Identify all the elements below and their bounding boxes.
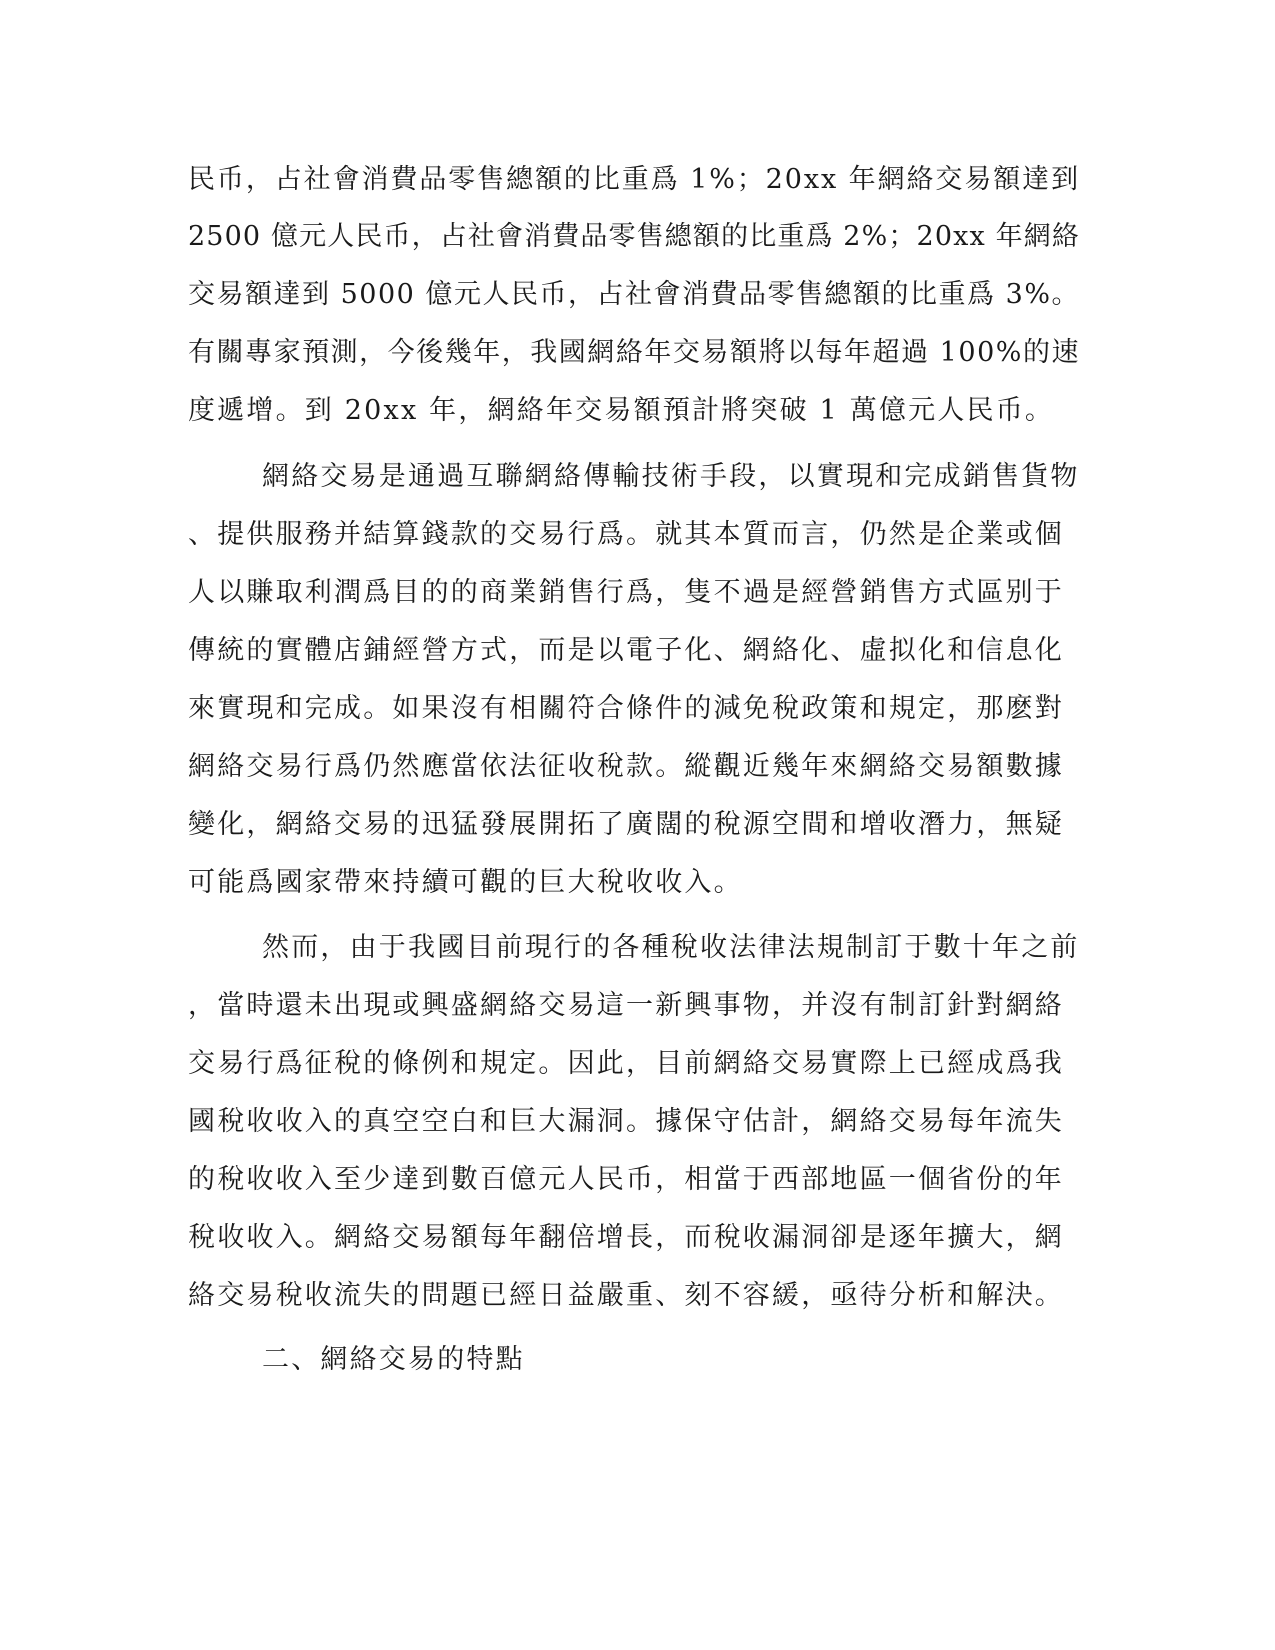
text-line: 、提供服務并結算錢款的交易行爲。就其本質而言，仍然是企業或個 [188, 519, 1064, 550]
text-line: ，當時還未出現或興盛網絡交易這一新興事物，并沒有制訂針對網絡 [188, 990, 1064, 1021]
text-line: 交易額達到 5000 億元人民币，占社會消費品零售總額的比重爲 3%。 [188, 279, 1080, 310]
text-line: 的稅收收入至少達到數百億元人民币，相當于西部地區一個省份的年 [188, 1164, 1064, 1195]
text-line: 國稅收收入的真空空白和巨大漏洞。據保守估計，網絡交易每年流失 [188, 1106, 1064, 1137]
text-line: 2500 億元人民币，占社會消費品零售總額的比重爲 2%；20xx 年網絡 [188, 221, 1080, 252]
text-line: 變化，網絡交易的迅猛發展開拓了廣闊的稅源空間和增收潛力，無疑 [188, 809, 1064, 840]
text-line: 稅收收入。網絡交易額每年翻倍增長，而稅收漏洞卻是逐年擴大，網 [188, 1222, 1064, 1253]
section-heading: 二、網絡交易的特點 [262, 1344, 525, 1375]
text-line: 民币，占社會消費品零售總額的比重爲 1%；20xx 年網絡交易額達到 [188, 164, 1080, 195]
text-line: 交易行爲征稅的條例和規定。因此，目前網絡交易實際上已經成爲我 [188, 1048, 1064, 1079]
text-line: 傳統的實體店鋪經營方式，而是以電子化、網絡化、虛拟化和信息化 [188, 635, 1064, 666]
text-line: 可能爲國家帶來持續可觀的巨大稅收收入。 [188, 867, 743, 898]
paragraph-first-line: 然而，由于我國目前現行的各種稅收法律法規制訂于數十年之前 [262, 932, 1080, 963]
text-line: 度遞增。到 20xx 年，網絡年交易額預計將突破 1 萬億元人民币。 [188, 395, 1055, 426]
text-line: 絡交易稅收流失的問題已經日益嚴重、刻不容緩，亟待分析和解決。 [188, 1280, 1064, 1311]
text-line: 網絡交易行爲仍然應當依法征收稅款。縱觀近幾年來網絡交易額數據 [188, 751, 1064, 782]
text-line: 人以賺取利潤爲目的的商業銷售行爲，隻不過是經營銷售方式區别于 [188, 577, 1064, 608]
text-line: 來實現和完成。如果沒有相關符合條件的減免稅政策和規定，那麽對 [188, 693, 1064, 724]
paragraph-first-line: 網絡交易是通過互聯網絡傳輸技術手段，以實現和完成銷售貨物 [262, 461, 1080, 492]
text-line: 有關專家預測，今後幾年，我國網絡年交易額將以每年超過 100%的速 [188, 337, 1080, 368]
